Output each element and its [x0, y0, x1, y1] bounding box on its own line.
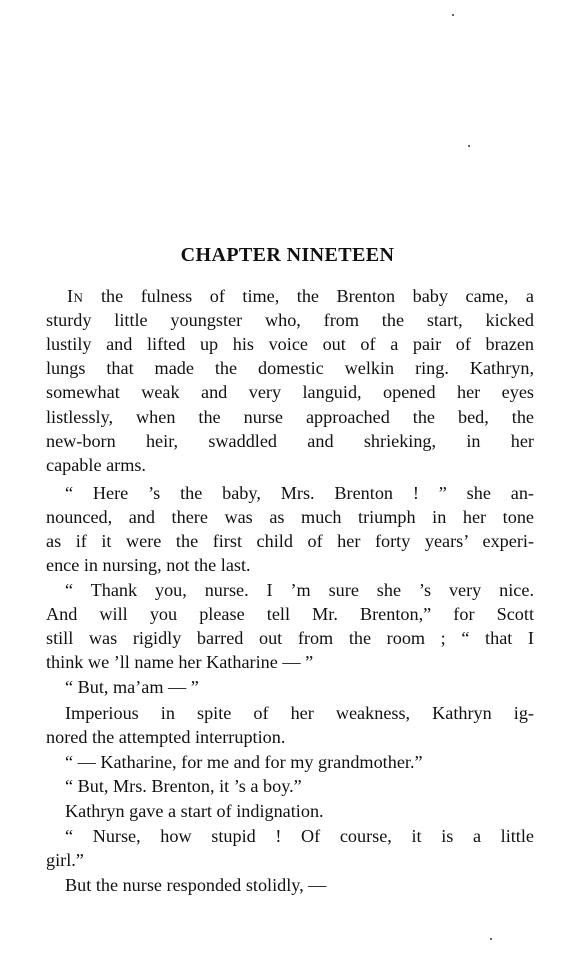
dropcap-word: In [67, 286, 84, 306]
text-line: somewhat weak and very languid, opened her eyes [46, 382, 534, 402]
text-line: Imperious in spite of her weakness, Kathryn ig- [65, 703, 534, 723]
text-line: lungs that made the domestic welkin ring. Kathryn, [46, 358, 534, 378]
text-line: “ — Katharine, for me and for my grandmother.” [65, 752, 423, 772]
text-line: new-born heir, swaddled and shrieking, in her [46, 431, 534, 451]
text-line: still was rigidly barred out from the room ; “ that I [46, 628, 534, 648]
text-line: In the fulness of time, the Brenton baby came, a [67, 286, 534, 306]
text-line: lustily and lifted up his voice out of a pair of brazen [46, 334, 534, 354]
text-line: listlessly, when the nurse approached the bed, the [46, 407, 534, 427]
text-line: “ But, ma’am — ” [65, 677, 199, 697]
chapter-heading: CHAPTER NINETEEN [180, 244, 395, 266]
paper-speck [490, 938, 492, 940]
text-line: “ Nurse, how stupid ! Of course, it is a little [65, 826, 534, 846]
text-line: nounced, and there was as much triumph in her tone [46, 507, 534, 527]
paper-speck [452, 14, 454, 16]
text-line: girl.” [46, 850, 84, 870]
text-line: “ Here ’s the baby, Mrs. Brenton ! ” she an- [65, 483, 534, 503]
text-line: capable arms. [46, 455, 146, 475]
text-line: “ But, Mrs. Brenton, it ’s a boy.” [65, 776, 302, 796]
text-line: sturdy little youngster who, from the start, kicked [46, 310, 534, 330]
text-line: think we ’ll name her Katharine — ” [46, 652, 314, 672]
text-line: And will you please tell Mr. Brenton,” for Scott [46, 604, 534, 624]
text-line: ence in nursing, not the last. [46, 555, 251, 575]
text-line: nored the attempted interruption. [46, 727, 286, 747]
text-line: Kathryn gave a start of indignation. [65, 801, 324, 821]
text-line: as if it were the first child of her forty years’ experi- [46, 531, 534, 551]
paper-speck [468, 145, 470, 147]
text-line: “ Thank you, nurse. I ’m sure she ’s very nice. [65, 580, 534, 600]
text-line: But the nurse responded stolidly, — [65, 875, 327, 895]
